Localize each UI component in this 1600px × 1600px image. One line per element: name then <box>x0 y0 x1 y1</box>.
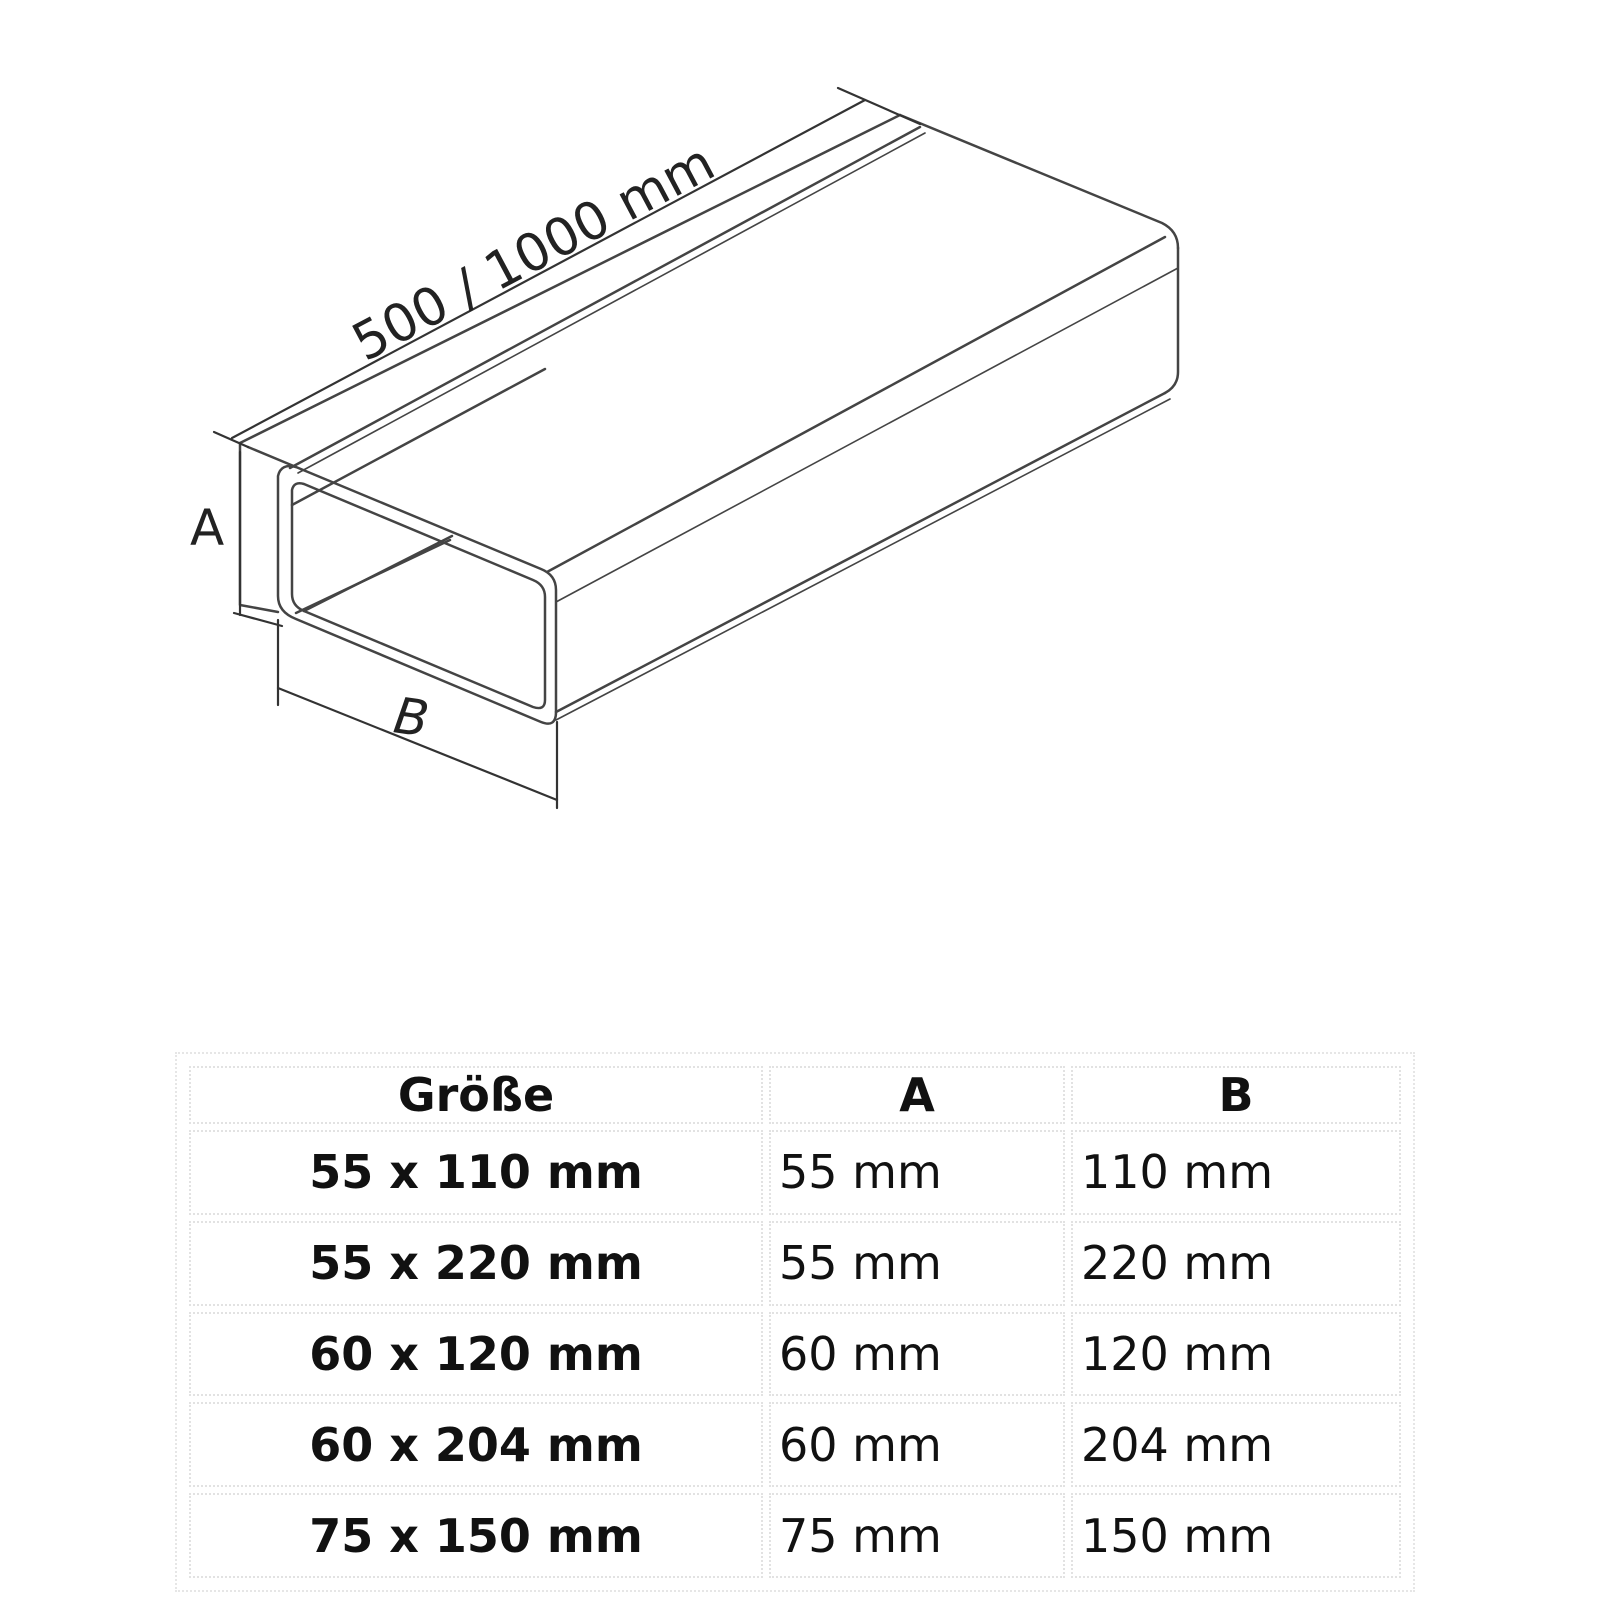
table-row <box>189 1402 1401 1487</box>
cell-size: 75 x 150 mm <box>189 1493 763 1578</box>
cell-size: 60 x 120 mm <box>189 1312 763 1397</box>
table-row <box>189 1312 1401 1397</box>
length-dim-tick-right <box>838 88 920 124</box>
cell-b: 204 mm <box>1071 1402 1401 1487</box>
length-dim-tick-left <box>214 432 248 447</box>
cell-a: 55 mm <box>769 1130 1065 1215</box>
duct-top-left-edge <box>240 115 900 443</box>
duct-top-front-edge <box>248 447 296 467</box>
cell-size: 55 x 110 mm <box>189 1130 763 1215</box>
table-row <box>189 1493 1401 1578</box>
cell-a: 75 mm <box>769 1493 1065 1578</box>
duct-inner-side-edge <box>304 536 452 611</box>
header-size: Größe <box>189 1066 763 1124</box>
duct-inner-top-edge <box>292 369 545 505</box>
cell-a: 55 mm <box>769 1221 1065 1306</box>
size-table-container <box>175 1052 1415 1592</box>
table-header-row <box>189 1066 1401 1124</box>
cell-a: 60 mm <box>769 1312 1065 1397</box>
cell-size: 55 x 220 mm <box>189 1221 763 1306</box>
duct-front-outer <box>278 466 556 724</box>
duct-side-bottom-edge-2 <box>556 399 1170 720</box>
cell-a: 60 mm <box>769 1402 1065 1487</box>
size-table <box>183 1060 1407 1584</box>
length-label: 500 / 1000 mm <box>342 132 725 374</box>
cell-b: 120 mm <box>1071 1312 1401 1397</box>
table-row <box>189 1221 1401 1306</box>
cell-b: 150 mm <box>1071 1493 1401 1578</box>
cell-b: 220 mm <box>1071 1221 1401 1306</box>
header-a: A <box>769 1066 1065 1124</box>
header-b: B <box>1071 1066 1401 1124</box>
height-dim-tick-bottom <box>234 613 282 626</box>
cell-b: 110 mm <box>1071 1130 1401 1215</box>
cell-size: 60 x 204 mm <box>189 1402 763 1487</box>
width-label: B <box>390 686 433 749</box>
duct-top-far-edge <box>900 115 1178 248</box>
height-label: A <box>190 499 225 557</box>
duct-left-strip <box>240 443 278 612</box>
table-row <box>189 1130 1401 1215</box>
